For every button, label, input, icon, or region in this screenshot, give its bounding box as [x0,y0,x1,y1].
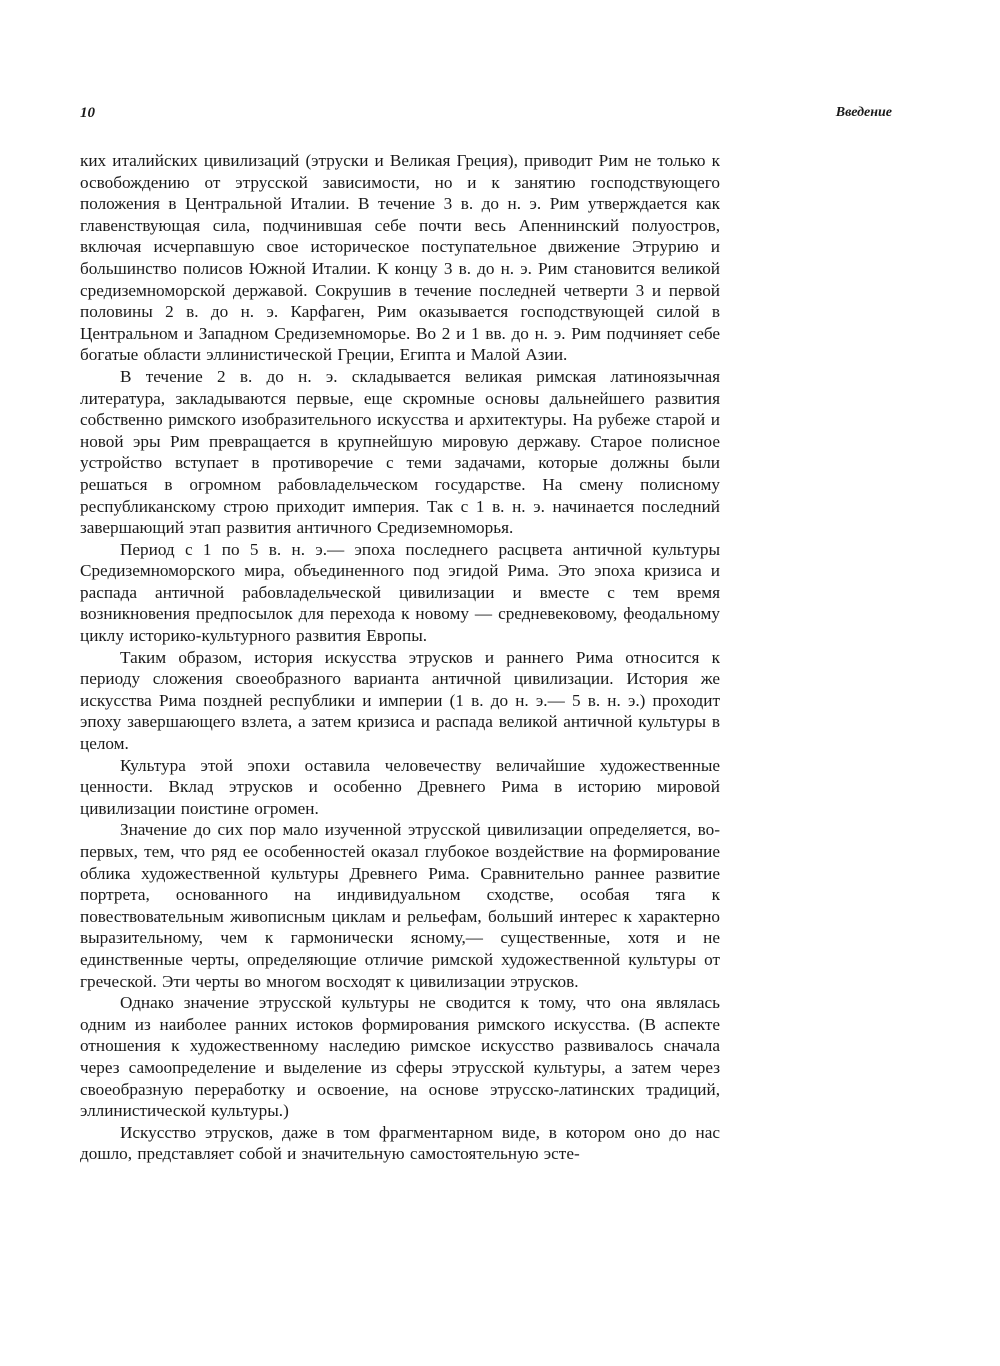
page-header [80,105,892,129]
paragraph: Искусство этрусков, даже в том фрагментарном виде, в котором оно до нас дошло, представляет собой и значительную самостоятельную эсте- [80,1122,720,1164]
paragraph: ких италийских цивилизаций (этруски и Великая Греция), приводит Рим не только к освобождению от этрусской зависимости, но и к занятию господствующего положения в Центральной Италии. В течение 3 в. до н. э. Рим утверждается как главенствующая сила, подчинившая себе почти весь Апеннинский полуостров, включая исчерпавшую свое историческое поступательное движение Этрурию и большинство полисов Южной Италии. К концу 3 в. до н. э. Рим становится великой средиземноморской державой. Сокрушив в течение последней четверти 3 и первой половины 2 в. до н. э. Карфаген, Рим оказывается господствующей силой в Центральном и Западном Средиземноморье. Во 2 и 1 вв. до н. э. Рим подчиняет себе богатые области эллинистической Греции, Египта и Малой Азии. [80,151,720,365]
running-head-section-title: Введение [835,105,892,120]
paragraph: Таким образом, история искусства этрусков и раннего Рима относится к периоду сложения своеобразного варианта античной цивилизации. История же искусства Рима поздней республики и империи (1 в. до н. э.— 5 в. н. э.) проходит эпоху завершающего взлета, а затем кризиса и распада великой античной культуры в целом. [80,647,720,754]
paragraph: В течение 2 в. до н. э. складывается великая римская латиноязычная литература, закладываются первые, еще скромные основы дальнейшего развития собственно римского изобразительного искусства и архитектуры. На рубеже старой и новой эры Рим превращается в крупнейшую мировую державу. Старое полисное устройство вступает в противоречие с теми задачами, которые должны были решаться в огромном рабовладельческом государстве. На смену полисному республиканскому строю приходит империя. Так с 1 в. н. э. начинается последний завершающий этап развития античного Средиземноморья. [80,366,720,538]
paragraph: Культура этой эпохи оставила человечеству величайшие художественные ценности. Вклад этрусков и особенно Древнего Рима в историю мировой цивилизации поистине огромен. [80,755,720,818]
paragraph: Значение до сих пор мало изученной этрусской цивилизации определяется, во-первых, тем, что ряд ее особенностей оказал глубокое воздействие на формирование облика художественной культуры Древнего Рима. Сравнительно раннее развитие портрета, основанного на индивидуальном сходстве, особая тяга к повествовательным живописным циклам и рельефам, больший интерес к характерно выразительному, чем к гармонически ясному,— существенные, хотя и не единственные черты, определяющие отличие римской художественной культуры от греческой. Эти черты во многом восходят к цивилизации этрусков. [80,820,720,991]
page-number: 10 [80,105,95,121]
paragraph: Период с 1 по 5 в. н. э.— эпоха последнего расцвета античной культуры Средиземноморского мира, объединенного под эгидой Рима. Это эпоха кризиса и распада античной рабовладельческой цивилизации и вместе с тем время возникновения предпосылок для перехода к новому — средневековому, феодальному циклу историко-культурного развития Европы. [80,539,720,646]
paragraph: Однако значение этрусской культуры не сводится к тому, что она являлась одним из наиболее ранних истоков формирования римского искусства. (В аспекте отношения к художественному наследию римское искусство развивалось сначала через самоопределение и выделение из сферы этрусской культуры, а затем через своеобразную переработку и освоение, на основе этрусско-латинских традиций, эллинистической культуры.) [80,993,720,1121]
body-text [80,150,720,1165]
